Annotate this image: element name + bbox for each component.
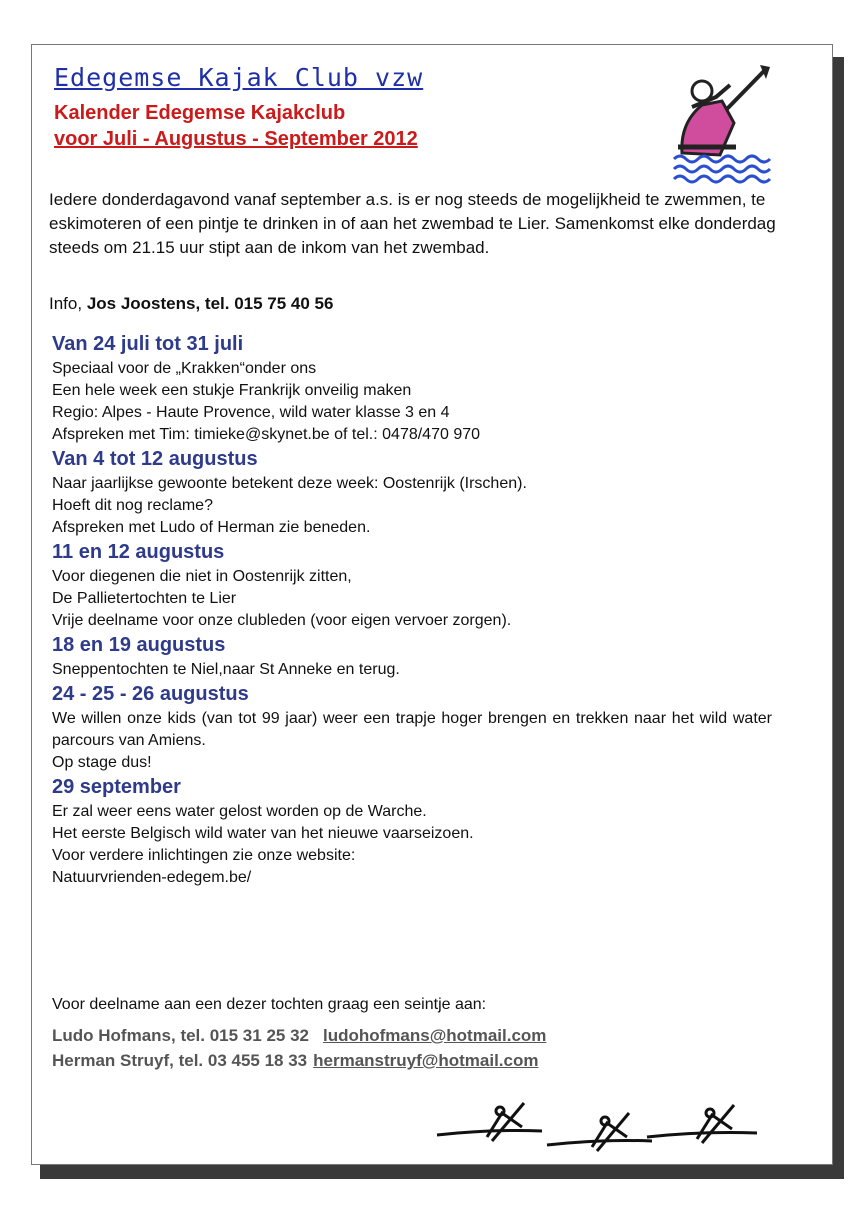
section-title: 24 - 25 - 26 augustus (52, 683, 249, 705)
section-24-26-augustus (52, 681, 802, 774)
contact-lead: Voor deelname aan een dezer tochten graag een seintje aan: (52, 996, 487, 1013)
kayakers-illustration-icon (432, 1093, 762, 1155)
section-line: Vrije deelname voor onze clubleden (voor eigen vervoer zorgen). (52, 612, 512, 629)
section-title: 18 en 19 augustus (52, 634, 226, 656)
contact-block (52, 995, 802, 1073)
section-line: Afspreken met Ludo of Herman zie beneden. (52, 519, 371, 536)
section-title: 11 en 12 augustus (52, 541, 225, 563)
section-line: Het eerste Belgisch wild water van het nieuwe vaarseizoen. (52, 825, 474, 842)
section-line: Voor diegenen die niet in Oostenrijk zitten, (52, 568, 352, 585)
section-18-19-augustus (52, 632, 802, 681)
info-contact: Jos Joostens, tel. 015 75 40 56 (86, 294, 334, 313)
contact-name: Ludo Hofmans, tel. 015 31 25 32 (52, 1026, 309, 1045)
section-line: Afspreken met Tim: timieke@skynet.be of tel.: 0478/470 970 (52, 426, 481, 443)
email-link-ludo[interactable]: ludohofmans@hotmail.com (322, 1026, 547, 1045)
email-link-herman[interactable]: hermanstruyf@hotmail.com (313, 1051, 539, 1070)
flyer-page (31, 44, 833, 1165)
section-4-12-augustus (52, 446, 802, 539)
section-line: Een hele week een stukje Frankrijk onveilig maken (52, 382, 412, 399)
section-line: Speciaal voor de „Krakken“onder ons (52, 360, 317, 377)
section-24-31-juli (52, 331, 802, 446)
section-line: Er zal weer eens water gelost worden op de Warche. (52, 803, 427, 820)
calendar-period: voor Juli - Augustus - September 2012 (54, 128, 418, 150)
section-29-september (52, 774, 802, 889)
section-line: De Pallietertochten te Lier (52, 590, 237, 607)
section-title: Van 24 juli tot 31 juli (52, 333, 244, 355)
section-line: Natuurvrienden-edegem.be/ (52, 869, 252, 886)
contact-row-ludo (52, 1023, 802, 1048)
intro-text: Iedere donderdagavond vanaf september a.s. is er nog steeds de mogelijkheid te zwemmen, te eskimoteren of een pintje te drinken in of aan het zwembad te Lier. Samenkomst elke donderdag steeds om 21.15 uur stipt aan de inkom van het zwembad. (49, 190, 776, 257)
section-line: We willen onze kids (van tot 99 jaar) weer een trapje hoger brengen en trekken naar het wild water parcours van Amiens. (52, 710, 772, 749)
kayaker-logo-icon (672, 63, 772, 185)
section-line: Voor verdere inlichtingen zie onze website: (52, 847, 356, 864)
club-name: Edegemse Kajak Club vzw (54, 63, 424, 92)
calendar-title: Kalender Edegemse Kajakclub (54, 102, 346, 124)
section-line: Sneppentochten te Niel,naar St Anneke en terug. (52, 661, 400, 678)
contact-row-herman (52, 1048, 802, 1073)
section-title: 29 september (52, 776, 181, 798)
section-line: Op stage dus! (52, 754, 152, 771)
section-line: Hoeft dit nog reclame? (52, 497, 213, 514)
contact-name: Herman Struyf, tel. 03 455 18 33 (52, 1051, 308, 1070)
section-line: Naar jaarlijkse gewoonte betekent deze week: Oostenrijk (Irschen). (52, 475, 527, 492)
info-prefix: Info, (49, 294, 87, 313)
calendar-sections (52, 331, 802, 889)
section-line: Regio: Alpes - Haute Provence, wild water klasse 3 en 4 (52, 404, 450, 421)
section-11-12-augustus (52, 539, 802, 632)
section-title: Van 4 tot 12 augustus (52, 448, 258, 470)
info-line (49, 294, 333, 314)
